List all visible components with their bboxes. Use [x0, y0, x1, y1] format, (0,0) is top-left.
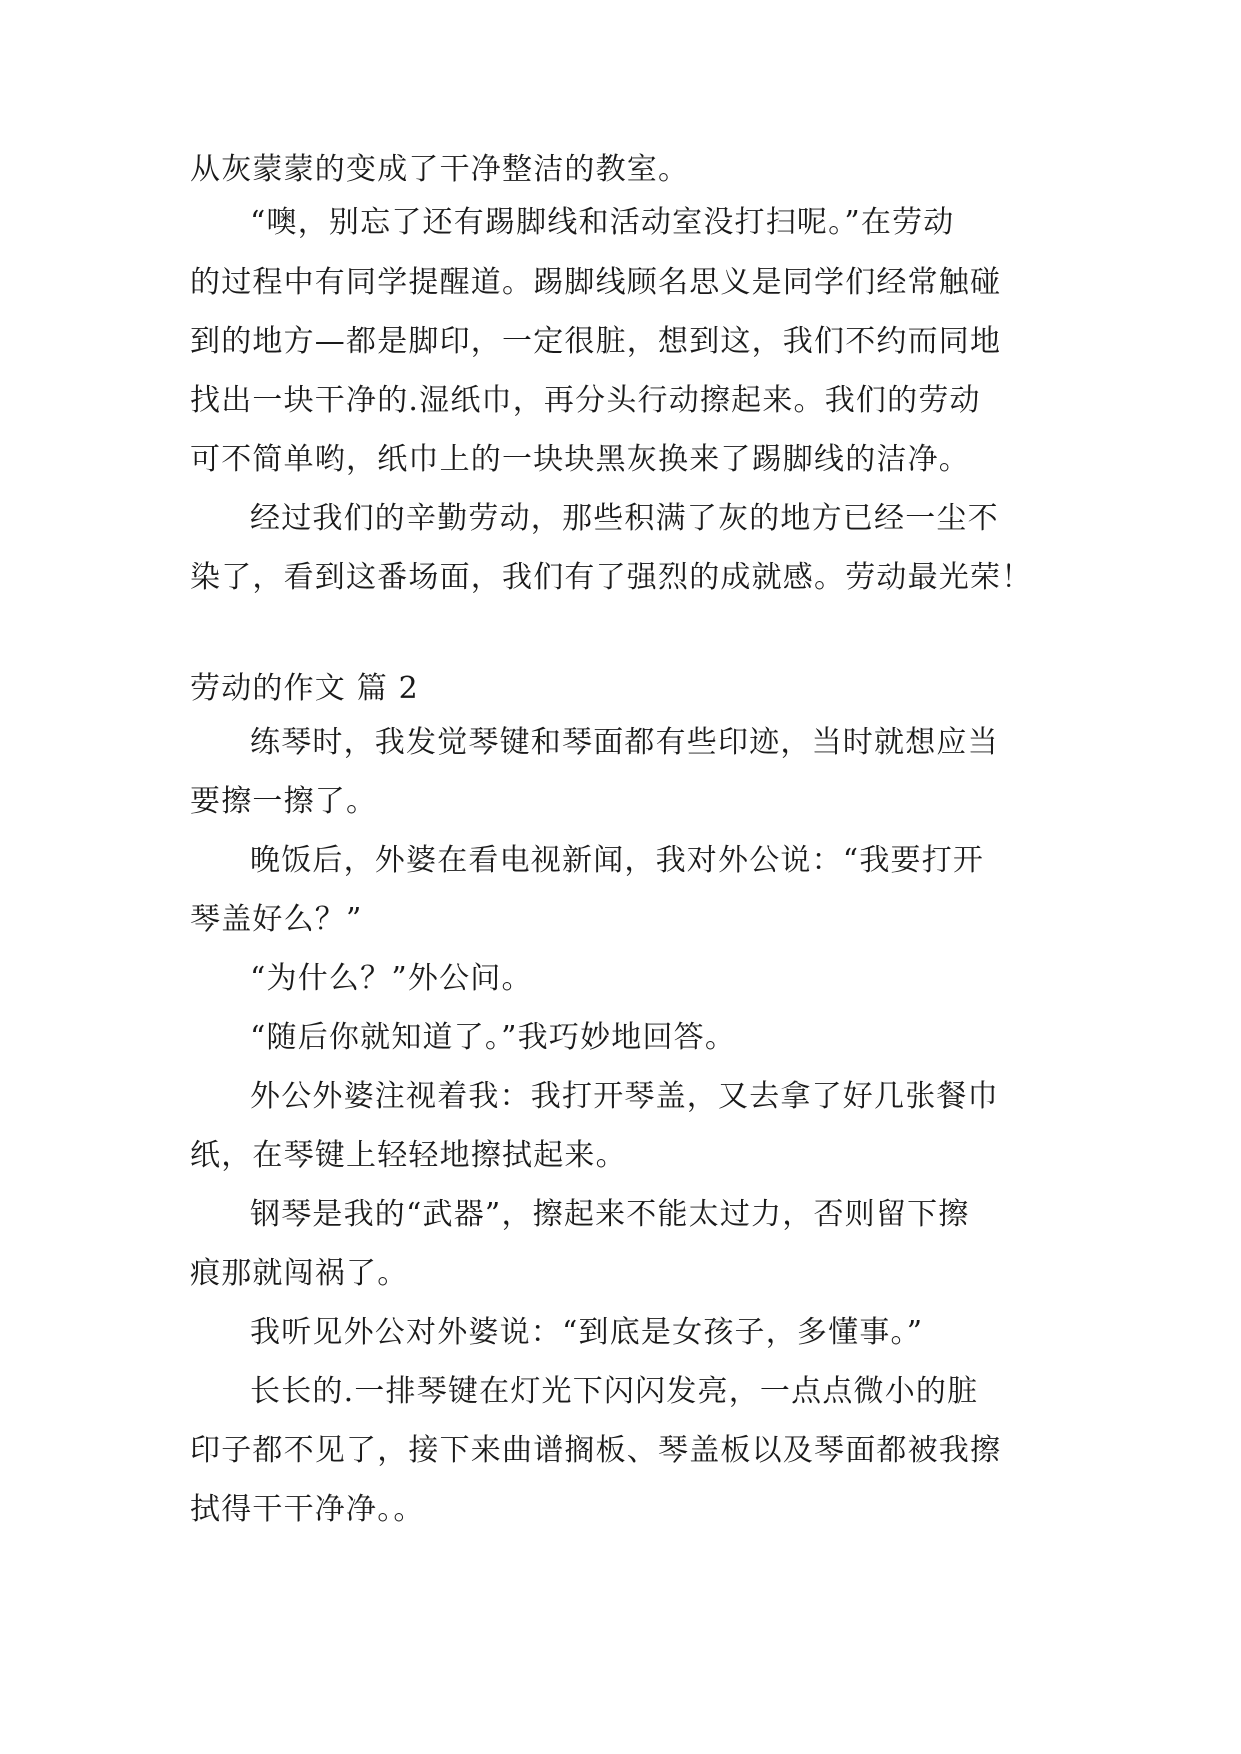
paragraph-line: 钢琴是我的“武器”，擦起来不能太过力，否则留下擦: [250, 1197, 970, 1232]
paragraph-line: 纸，在琴键上轻轻地擦拭起来。: [190, 1138, 627, 1173]
paragraph-line: 长长的.一排琴键在灯光下闪闪发亮，一点点微小的脏: [250, 1374, 979, 1409]
paragraph-line: 染了，看到这番场面，我们有了强烈的成就感。劳动最光荣！: [190, 560, 1033, 595]
paragraph-line: 印子都不见了，接下来曲谱搁板、琴盖板以及琴面都被我擦: [190, 1433, 1002, 1468]
section-heading: 劳动的作文 篇 2: [190, 671, 419, 706]
paragraph-line: 我听见外公对外婆说：“到底是女孩子，多懂事。”: [250, 1315, 924, 1350]
paragraph-line: 经过我们的辛勤劳动，那些积满了灰的地方已经一尘不: [250, 501, 999, 536]
paragraph-line: 可不简单哟，纸巾上的一块块黑灰换来了踢脚线的洁净。: [190, 442, 970, 477]
paragraph-line: 到的地方—都是脚印，一定很脏，想到这，我们不约而同地: [190, 324, 1002, 359]
paragraph-line: “为什么？”外公问。: [250, 961, 533, 996]
paragraph-line: “随后你就知道了。”我巧妙地回答。: [250, 1020, 737, 1055]
paragraph-line: 练琴时，我发觉琴键和琴面都有些印迹，当时就想应当: [250, 725, 999, 760]
paragraph-line: 的过程中有同学提醒道。踢脚线顾名思义是同学们经常触碰: [190, 265, 1002, 300]
paragraph-line: 痕那就闯祸了。: [190, 1256, 409, 1291]
paragraph-line: 要擦一擦了。: [190, 784, 378, 819]
paragraph-line: 外公外婆注视着我：我打开琴盖，又去拿了好几张餐巾: [250, 1079, 999, 1114]
paragraph-line: 找出一块干净的.湿纸巾，再分头行动擦起来。我们的劳动: [190, 383, 981, 418]
paragraph-line: 从灰蒙蒙的变成了干净整洁的教室。: [190, 152, 690, 187]
paragraph-line: “噢，别忘了还有踢脚线和活动室没打扫呢。”在劳动: [250, 205, 955, 240]
paragraph-line: 晚饭后，外婆在看电视新闻，我对外公说：“我要打开: [250, 843, 985, 878]
paragraph-line: 拭得干干净净。。: [190, 1492, 425, 1527]
paragraph-line: 琴盖好么？”: [190, 902, 363, 937]
